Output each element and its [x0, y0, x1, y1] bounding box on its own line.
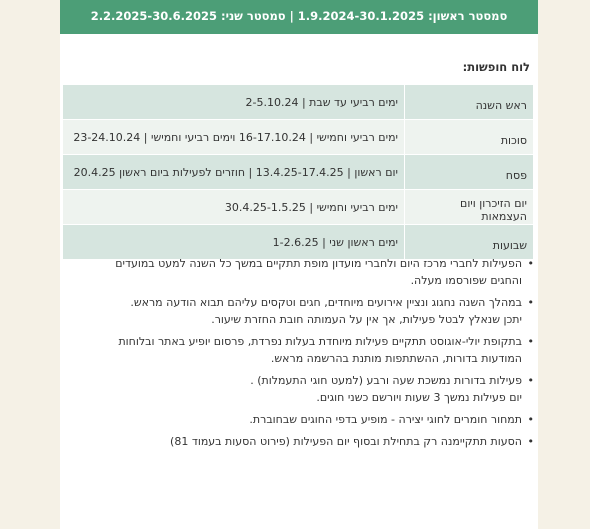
note-line: • הפעילות לחברי מרכז היום ולחברי מועדון מופת תתקיים במשך כל השנה למעט במועדים	[115, 257, 522, 270]
list-item	[60, 411, 534, 428]
note-line: • פעילות בדורות נמשכת שעה ורבע (למעט חוגי התעמלות) .	[250, 374, 522, 387]
holiday-dates: ימים רביעי וחמישי | 16-17.10.24 וימים רביעי וחמישי | 23-24.10.24	[63, 120, 405, 155]
table-row	[63, 120, 534, 155]
holiday-name: פסח	[405, 155, 534, 190]
note-line: יתכן שנאלץ לבטל פעילות, אך אין על העמותה חובת החזרת שיעור.	[211, 313, 522, 326]
notes-list	[60, 255, 542, 455]
holiday-dates: ימים ראשון שני | 1-2.6.25	[63, 225, 405, 260]
list-item	[60, 294, 534, 328]
note-line: • הסעות תתקיימנה רק בתחילת ובסוף יום הפעילות (פירוט הסעות בעמוד 81)	[170, 435, 522, 448]
note-line: יום פעילות נמשך 3 שעות ויורשם כשני חוגים.	[316, 391, 522, 404]
note-line: • במהלך השנה נחגוג ונציין אירועים מיוחדים, חגים וטקסים עליהם תבוא הודעה מראש.	[130, 296, 522, 309]
brochure-page	[60, 0, 538, 529]
table-row	[63, 85, 534, 120]
semester-dates: סמסטר ראשון: 1.9.2024-30.1.2025 | סמסטר שני: 2.2.2025-30.6.2025	[90, 9, 508, 23]
semester-banner	[60, 0, 538, 34]
holiday-name: שבועות	[405, 225, 534, 260]
list-item	[60, 372, 534, 406]
list-item	[60, 333, 534, 367]
list-item	[60, 433, 534, 450]
holiday-dates: ימים רביעי עד שבת | 2-5.10.24	[63, 85, 405, 120]
note-line: והחגים שפורסמו מעלה.	[410, 274, 522, 287]
table-row	[63, 155, 534, 190]
holiday-name: ראש השנה	[405, 85, 534, 120]
holiday-dates: יום ראשון | 13.4.25-17.4.25 | חוזרים לפעילות ביום ראשון 20.4.25	[63, 155, 405, 190]
holiday-name: סוכות	[405, 120, 534, 155]
note-line: • תמחור חומרים לחוגי יצירה - מופיע בדפי החוגים שבחוברת.	[249, 413, 522, 426]
holiday-name: יום הזיכרון ויום העצמאות	[405, 190, 534, 225]
note-line: • בתקופת יולי-אוגוסט תתקיים פעילות מיוחדת בעלות נפרדת, פרסום יופיע באתר ובלוחות	[118, 335, 522, 348]
table-row	[63, 190, 534, 225]
holiday-schedule-title: לוח חופשות:	[462, 60, 530, 74]
holiday-table	[62, 84, 534, 260]
holiday-dates: ימים רביעי וחמישי | 30.4.25-1.5.25	[63, 190, 405, 225]
list-item	[60, 255, 534, 289]
note-line: המודעות בדורות, ההשתתפות מותנת בהרשמה מראש.	[270, 352, 522, 365]
